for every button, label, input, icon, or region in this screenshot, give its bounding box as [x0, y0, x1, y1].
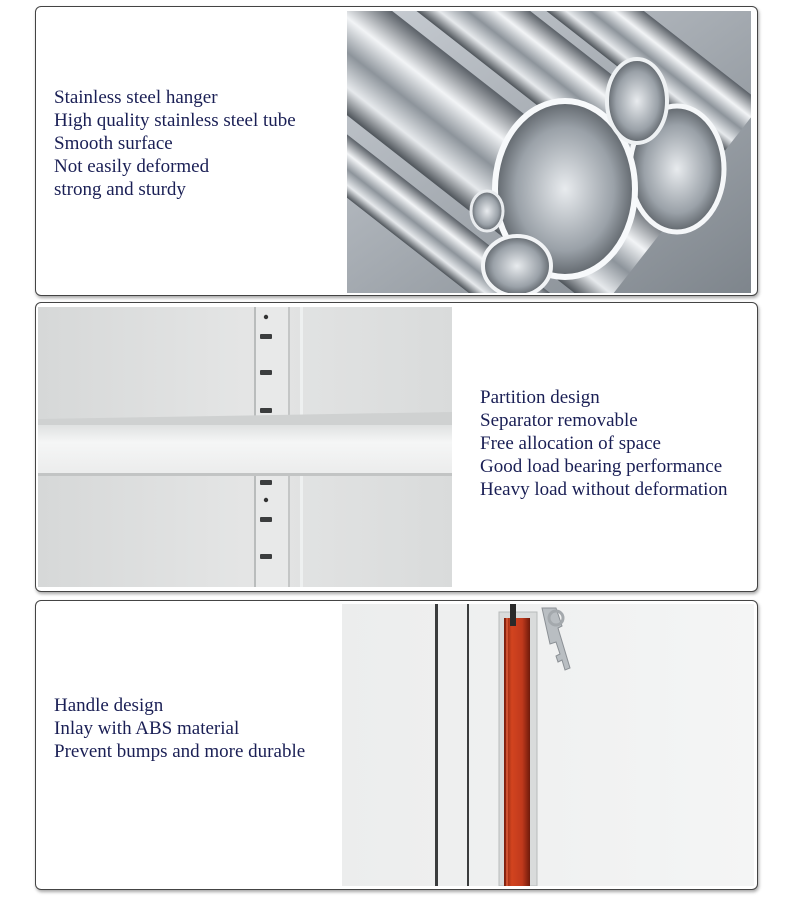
feature-text-hanger — [54, 86, 296, 201]
feature-line: Good load bearing performance — [480, 456, 723, 477]
feature-text-handle — [54, 694, 305, 763]
feature-line: Free allocation of space — [480, 433, 661, 454]
feature-line: Smooth surface — [54, 133, 173, 154]
steel-tubes-photo — [347, 11, 751, 293]
feature-line: Heavy load without deformation — [480, 479, 728, 500]
feature-line: Partition design — [480, 387, 600, 408]
feature-line: Prevent bumps and more durable — [54, 741, 306, 762]
cabinet-handle-photo — [342, 604, 754, 886]
shelf-partition-photo — [38, 307, 452, 587]
feature-line: Stainless steel hanger — [54, 87, 218, 108]
feature-line: Handle design — [54, 695, 164, 716]
feature-line: High quality stainless steel tube — [54, 110, 296, 131]
feature-line: Not easily deformed — [54, 156, 210, 177]
feature-line: Inlay with ABS material — [54, 718, 240, 739]
feature-line: Separator removable — [480, 410, 638, 431]
feature-text-partition — [480, 386, 727, 501]
feature-panel-hanger — [35, 6, 758, 296]
feature-panel-handle — [35, 600, 758, 890]
feature-panel-partition — [35, 302, 758, 592]
feature-line: strong and sturdy — [54, 179, 186, 200]
